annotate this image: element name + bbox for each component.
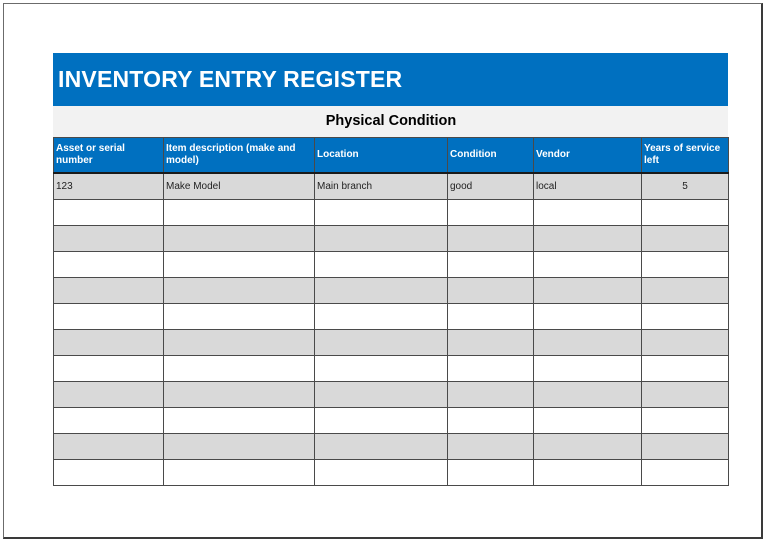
cell-vendor[interactable]: [534, 200, 642, 226]
header-row: [54, 138, 729, 174]
cell-location[interactable]: [315, 460, 448, 486]
cell-asset[interactable]: [54, 304, 164, 330]
cell-location[interactable]: [315, 200, 448, 226]
cell-location[interactable]: Main branch: [315, 173, 448, 200]
cell-condition[interactable]: [448, 408, 534, 434]
cell-description[interactable]: [164, 304, 315, 330]
cell-asset[interactable]: [54, 408, 164, 434]
cell-vendor[interactable]: [534, 382, 642, 408]
cell-asset[interactable]: [54, 460, 164, 486]
table-row: [54, 226, 729, 252]
cell-description[interactable]: [164, 460, 315, 486]
cell-years-left[interactable]: [642, 408, 729, 434]
cell-condition[interactable]: [448, 382, 534, 408]
cell-condition[interactable]: [448, 434, 534, 460]
column-header-condition[interactable]: Condition: [448, 138, 534, 174]
cell-asset[interactable]: [54, 434, 164, 460]
cell-location[interactable]: [315, 252, 448, 278]
cell-vendor[interactable]: local: [534, 173, 642, 200]
cell-asset[interactable]: [54, 252, 164, 278]
cell-years-left[interactable]: [642, 434, 729, 460]
cell-years-left[interactable]: [642, 382, 729, 408]
table-row: [54, 434, 729, 460]
cell-vendor[interactable]: [534, 408, 642, 434]
table-body: [54, 173, 729, 486]
table-row: [54, 173, 729, 200]
cell-years-left[interactable]: [642, 226, 729, 252]
cell-years-left[interactable]: [642, 252, 729, 278]
cell-description[interactable]: [164, 382, 315, 408]
cell-condition[interactable]: [448, 356, 534, 382]
document-title: INVENTORY ENTRY REGISTER: [53, 53, 728, 106]
cell-location[interactable]: [315, 434, 448, 460]
cell-vendor[interactable]: [534, 252, 642, 278]
cell-years-left[interactable]: [642, 460, 729, 486]
cell-location[interactable]: [315, 278, 448, 304]
cell-asset[interactable]: [54, 226, 164, 252]
cell-years-left[interactable]: [642, 278, 729, 304]
table-row: [54, 382, 729, 408]
cell-condition[interactable]: [448, 226, 534, 252]
cell-description[interactable]: [164, 278, 315, 304]
cell-years-left[interactable]: [642, 304, 729, 330]
cell-location[interactable]: [315, 382, 448, 408]
cell-description[interactable]: [164, 252, 315, 278]
section-heading: Physical Condition: [53, 106, 728, 137]
cell-vendor[interactable]: [534, 460, 642, 486]
cell-condition[interactable]: [448, 278, 534, 304]
column-header-years-left[interactable]: Years of service left: [642, 138, 729, 174]
cell-vendor[interactable]: [534, 226, 642, 252]
cell-asset[interactable]: [54, 382, 164, 408]
cell-condition[interactable]: [448, 460, 534, 486]
cell-vendor[interactable]: [534, 278, 642, 304]
table-row: [54, 304, 729, 330]
table-row: [54, 356, 729, 382]
cell-description[interactable]: Make Model: [164, 173, 315, 200]
inventory-sheet: [53, 53, 728, 486]
cell-location[interactable]: [315, 226, 448, 252]
cell-years-left[interactable]: [642, 330, 729, 356]
cell-description[interactable]: [164, 226, 315, 252]
cell-vendor[interactable]: [534, 434, 642, 460]
cell-vendor[interactable]: [534, 356, 642, 382]
cell-location[interactable]: [315, 356, 448, 382]
inventory-table: [53, 137, 729, 486]
column-header-vendor[interactable]: Vendor: [534, 138, 642, 174]
cell-asset[interactable]: [54, 330, 164, 356]
cell-condition[interactable]: good: [448, 173, 534, 200]
cell-asset[interactable]: 123: [54, 173, 164, 200]
cell-years-left[interactable]: [642, 200, 729, 226]
column-header-description[interactable]: Item description (make and model): [164, 138, 315, 174]
cell-description[interactable]: [164, 408, 315, 434]
cell-description[interactable]: [164, 434, 315, 460]
table-row: [54, 200, 729, 226]
table-row: [54, 330, 729, 356]
cell-condition[interactable]: [448, 200, 534, 226]
table-row: [54, 460, 729, 486]
cell-asset[interactable]: [54, 356, 164, 382]
cell-location[interactable]: [315, 408, 448, 434]
cell-description[interactable]: [164, 200, 315, 226]
cell-location[interactable]: [315, 304, 448, 330]
cell-condition[interactable]: [448, 304, 534, 330]
cell-asset[interactable]: [54, 278, 164, 304]
cell-years-left[interactable]: 5: [642, 173, 729, 200]
column-header-location[interactable]: Location: [315, 138, 448, 174]
table-row: [54, 252, 729, 278]
cell-condition[interactable]: [448, 252, 534, 278]
cell-years-left[interactable]: [642, 356, 729, 382]
cell-vendor[interactable]: [534, 304, 642, 330]
cell-description[interactable]: [164, 356, 315, 382]
cell-vendor[interactable]: [534, 330, 642, 356]
column-header-asset[interactable]: Asset or serial number: [54, 138, 164, 174]
cell-location[interactable]: [315, 330, 448, 356]
cell-condition[interactable]: [448, 330, 534, 356]
cell-asset[interactable]: [54, 200, 164, 226]
cell-description[interactable]: [164, 330, 315, 356]
table-row: [54, 278, 729, 304]
table-row: [54, 408, 729, 434]
